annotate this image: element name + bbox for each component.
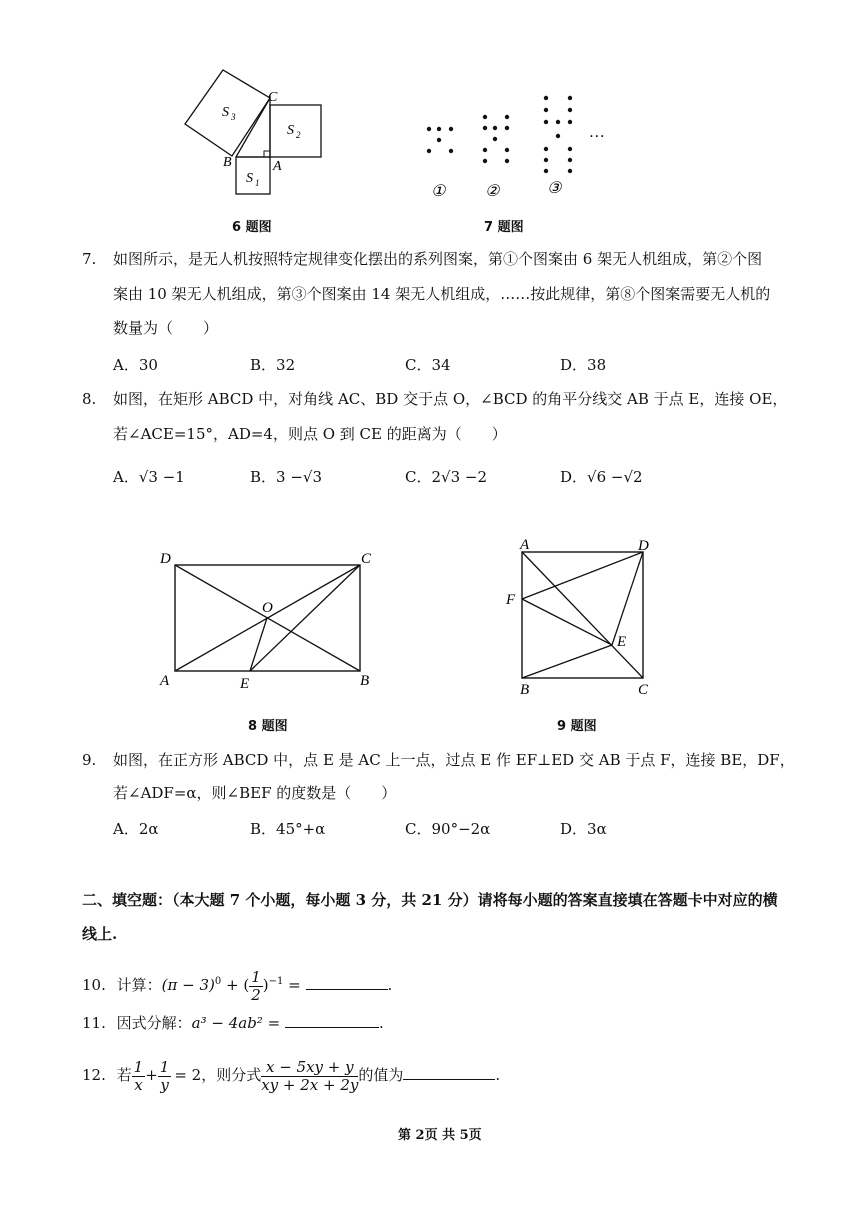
q8-option-c: C．2√3 −2 [405,468,488,486]
segment-fe [522,599,612,645]
q8-option-a: A．√3 −1 [113,468,185,486]
q10-prefix: 计算： [116,976,162,994]
diagonal-ac [522,552,643,678]
label-d: D [160,551,171,567]
svg-text:3: 3 [231,112,236,122]
figure-7 [415,85,615,205]
q9-line2: 若∠ADF=α，则∠BEF 的度数是（ ） [113,784,397,802]
pattern-3 [544,96,572,173]
label-s2: S [287,123,294,138]
figure-6 [180,62,330,202]
label-b: B [360,673,370,689]
q9-option-c: C．90°−2α [405,820,491,838]
q11-expression: a³ − 4ab² = [191,1014,281,1032]
q8-number: 8. [82,390,97,408]
label-c: C [268,90,278,105]
q12-fraction-1: $\frac{1}{x}$ [133,1057,144,1094]
ellipsis: … [590,124,605,141]
q10-fraction: $\frac{1}{2}$ [251,967,261,1004]
label-c: C [638,682,649,698]
section2-line2: 线上. [82,925,118,943]
figure-8 [155,545,385,695]
q12-fraction-2: $\frac{1}{y}$ [159,1057,170,1094]
fig6-caption: 6 题图 [232,220,272,235]
right-triangle [236,98,270,157]
segment-df [522,552,643,599]
q7-number: 7. [82,250,97,268]
label-a: A [160,673,170,689]
label-b: B [520,682,530,698]
label-p2: ② [485,183,500,200]
q11-prefix: 因式分解： [116,1014,192,1032]
q8-option-b: B．3 −√3 [250,468,323,486]
label-p1: ① [431,183,446,200]
fig9-caption: 9 题图 [557,719,597,734]
label-b: B [223,155,232,170]
q7-option-b: B．32 [250,356,296,374]
q7-option-d: D．38 [560,356,607,374]
svg-text:1: 1 [255,178,260,188]
page-footer: 第 2页 共 5页 [398,1128,482,1143]
q11-number: 11. [82,1014,106,1032]
figure-9 [500,535,670,700]
q7-line3: 数量为（ ） [113,319,219,337]
q9-line1: 如图，在正方形 ABCD 中，点 E 是 AC 上一点，过点 E 作 EF⊥ED 交 AB 于点 F，连接 BE，DF， [113,751,795,769]
q8-line2: 若∠ACE=15°，AD=4，则点 O 到 CE 的距离为（ ） [113,425,507,443]
q12-number: 12. [82,1066,106,1084]
q8-line1: 如图，在矩形 ABCD 中，对角线 AC、BD 交于点 O，∠BCD 的角平分线交 AB 于点 E，连接 OE， [113,390,788,408]
segment-be [522,645,612,678]
label-d: D [638,538,649,554]
q12-fraction-3: $\frac{x - 5xy + y}{xy + 2x + 2y}$ [261,1057,359,1094]
q11-answer-blank[interactable] [285,1013,379,1028]
q11: 11. 因式分解：a³ − 4ab² = . [82,1014,384,1032]
square-s1 [236,157,270,194]
pattern-1 [427,127,453,153]
q7-option-c: C．34 [405,356,451,374]
q7-option-a: A．30 [113,356,158,374]
q8-option-d: D．√6 −√2 [560,468,643,486]
q7-line2: 案由 10 架无人机组成，第③个图案由 14 架无人机组成，……按此规律，第⑧个图案需要无人机的 [113,285,771,303]
pattern-2 [483,115,509,163]
label-f: F [506,592,516,608]
q7-line1: 如图所示，是无人机按照特定规律变化摆出的系列图案，第①个图案由 6 架无人机组成，第②个图 [113,250,763,268]
segment-de [612,552,643,645]
q10: 10. 计算：$(\pi - 3)^0$ + ( $\frac{1}{2}$ )$^{-1}$ = . [82,967,393,1004]
fig7-caption: 7 题图 [484,220,524,235]
label-a: A [520,537,530,553]
q9-option-d: D．3α [560,820,607,838]
q10-number: 10. [82,976,106,994]
q12-answer-blank[interactable] [403,1065,495,1080]
label-o: O [262,600,273,616]
label-s3: S [222,105,229,120]
q9-number: 9. [82,751,97,769]
fig8-caption: 8 题图 [248,719,288,734]
section2-line1: 二、填空题：（本大题 7 个小题，每小题 3 分，共 21 分）请将每小题的答案直接填在答题卡中对应的横 [82,891,778,909]
q10-answer-blank[interactable] [306,975,388,990]
label-c: C [361,551,372,567]
label-e: E [617,634,627,650]
svg-text:2: 2 [296,130,301,140]
label-s1: S [246,171,253,186]
q9-option-a: A．2α [113,820,159,838]
label-e: E [240,676,250,692]
label-p3: ③ [547,180,562,197]
q9-option-b: B．45°+α [250,820,326,838]
q12: 12. 若 $\frac{1}{x}$ + $\frac{1}{y}$ = 2，则分式 $\frac{x - 5xy + y}{xy + 2x + 2y}$ 的值为 . [82,1057,501,1094]
label-a: A [273,159,282,174]
